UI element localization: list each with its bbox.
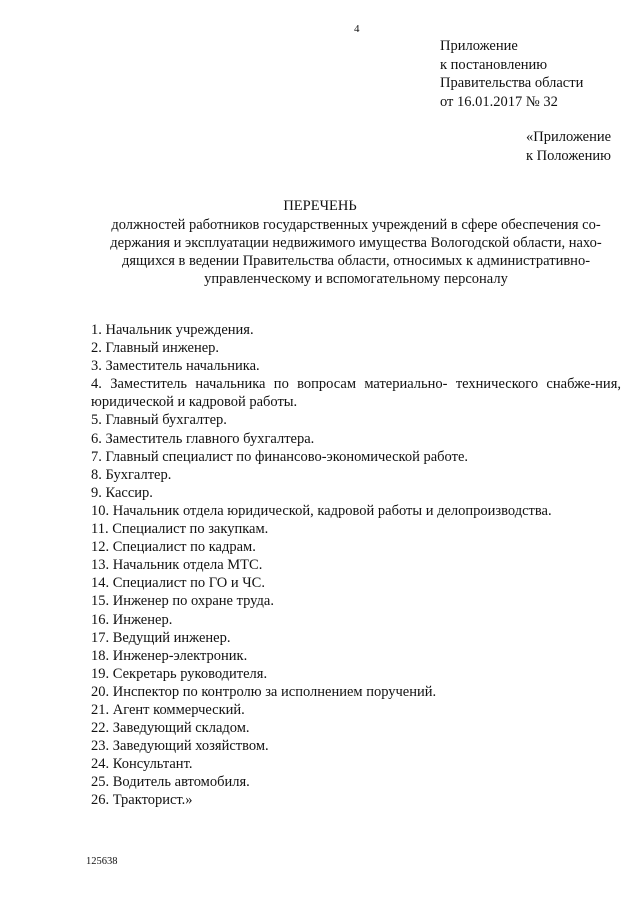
list-item: 14. Специалист по ГО и ЧС. [91,575,265,592]
list-item: 15. Инженер по охране труда. [91,593,274,610]
list-item: 22. Заведующий складом. [91,720,250,737]
list-item: 4. Заместитель начальника по вопросам материально- технического снабже-ния, юридической и кадровой работы. [91,376,621,411]
list-item: 17. Ведущий инженер. [91,629,231,646]
list-item: 11. Специалист по закупкам. [91,521,269,538]
list-item: 26. Тракторист.» [91,792,193,809]
list-item: 23. Заведующий хозяйством. [91,738,269,755]
document-title: ПЕРЕЧЕНЬ [283,198,357,214]
list-item: 1. Начальник учреждения. [91,322,254,338]
appendix-line: Приложение [440,38,518,54]
list-item: 21. Агент коммерческий. [91,701,245,718]
page-number: 4 [354,23,360,35]
list-item: 19. Секретарь руководителя. [91,665,268,682]
list-item: 12. Специалист по кадрам. [91,539,256,556]
document-code: 125638 [86,856,118,867]
quote-appendix-line: «Приложение [526,129,612,145]
appendix-line: Правительства области [440,75,584,91]
list-item: 10. Начальник отдела юридической, кадровой работы и делопроизводства. [91,502,552,519]
subtitle-line: должностей работников государственных учреждений в сфере обеспечения со- [111,217,601,233]
quote-appendix-line: к Положению [526,147,611,164]
appendix-line: от 16.01.2017 № 32 [440,93,558,110]
positions-list [91,321,621,810]
list-item: 7. Главный специалист по финансово-экономической работе. [91,448,468,465]
appendix-header [440,37,583,111]
list-item: 24. Консультант. [91,756,193,773]
list-item: 18. Инженер-электроник. [91,647,248,664]
list-item: 3. Заместитель начальника. [91,358,260,375]
list-item: 16. Инженер. [91,611,173,628]
list-item: 5. Главный бухгалтер. [91,412,227,429]
list-item: 13. Начальник отдела МТС. [91,557,263,574]
list-item: 8. Бухгалтер. [91,466,172,483]
list-item: 25. Водитель автомобиля. [91,774,250,791]
subtitle-line: держания и эксплуатации недвижимого имущества Вологодской области, нахо- [110,235,602,251]
quote-appendix-header [526,128,611,165]
appendix-line: к постановлению [440,56,548,73]
list-item: 2. Главный инженер. [91,340,220,357]
list-item: 20. Инспектор по контролю за исполнением поручений. [91,683,437,700]
subtitle-line: дящихся в ведении Правительства области, относимых к административно- [121,253,591,269]
list-item: 6. Заместитель главного бухгалтера. [91,430,315,447]
document-subtitle [96,216,616,288]
list-item: 9. Кассир. [91,484,153,501]
subtitle-line: управленческому и вспомогательному персоналу [204,271,508,287]
